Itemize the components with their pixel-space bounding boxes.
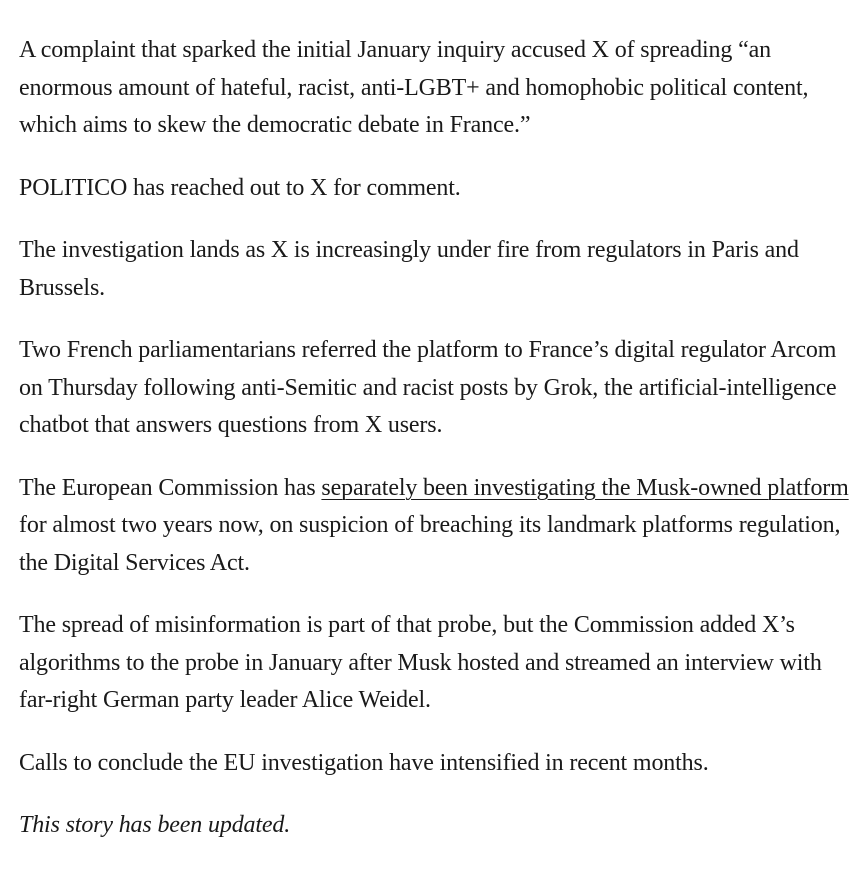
investigation-link[interactable]: separately been investigating the Musk-owned platform <box>321 474 849 501</box>
paragraph-european-commission <box>19 470 859 583</box>
paragraph-investigation: The investigation lands as X is increasingly under fire from regulators in Paris and Brussels. <box>19 237 799 301</box>
paragraph-eu-calls: Calls to conclude the EU investigation have intensified in recent months. <box>19 749 709 776</box>
paragraph-text: The European Commission has <box>19 474 322 501</box>
paragraph-parliamentarians: Two French parliamentarians referred the platform to France’s digital regulator Arcom on Thursday following anti-Semitic and racist posts by Grok, the artificial-intelligence chatbot that answers questions from X users. <box>19 337 837 438</box>
paragraph-misinformation: The spread of misinformation is part of that probe, but the Commission added X’s algorithms to the probe in January after Musk hosted and streamed an interview with far-right German party leader Alice Weidel. <box>19 612 822 713</box>
update-note <box>19 807 859 845</box>
paragraph-politico-comment: POLITICO has reached out to X for comment. <box>19 174 461 201</box>
update-note-text: This story has been updated. <box>19 812 291 838</box>
article-body <box>19 32 859 870</box>
paragraph-complaint: A complaint that sparked the initial January inquiry accused X of spreading “an enormous amount of hateful, racist, anti-LGBT+ and homophobic political content, which aims to skew the democratic debate in France.” <box>19 37 809 138</box>
paragraph-text: for almost two years now, on suspicion of breaching its landmark platforms regulation, the Digital Services Act. <box>19 512 841 576</box>
